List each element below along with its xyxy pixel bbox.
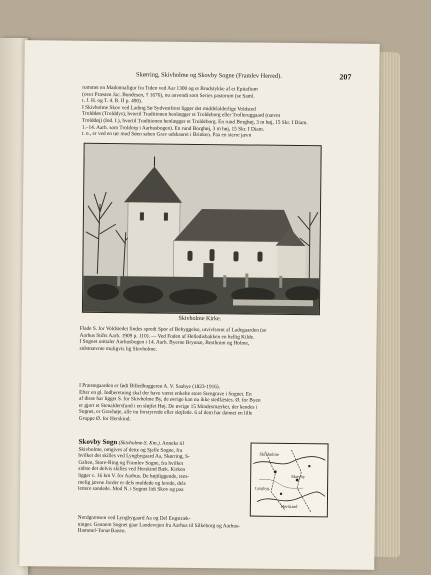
text-line: af disse har ligget S. for Skivholme By, de øvrige kan nu ikke stedfæstes. Ø. for Byen <box>78 395 261 404</box>
book-page <box>19 40 379 570</box>
text-line: Trolddøs (Trolddys), hvortil Traditionen henlægger et Troldeborg eller Trolleruggaard (nævnt <box>81 111 281 120</box>
skovby-sogn-section <box>78 439 249 495</box>
text-line: rummet en Madonnafigur fra Tiden ved Aar 1300 og et Brudstykke af et Epitafium <box>82 84 258 93</box>
map-label: Skovby <box>291 473 306 480</box>
running-header: Skørring, Skivholme og Skovby Sogne (Framlev Herred). <box>135 71 282 80</box>
text-line: I Skivholme Skov ved Lading Sø Sydvestfrest ligger det middelalderlige Voldsted <box>82 104 256 113</box>
bottom-paragraph <box>78 515 314 537</box>
map-label: Herskind <box>280 503 298 510</box>
text-line: lettere sandede. Mod N. i Sognet lidt Skov og paa <box>78 485 184 493</box>
text-line: Efter en gl. Indberetning skal der have været enkelte store Stengrave i Sognet. En <box>79 389 252 398</box>
text-line: I Sognet omtaler Aarhusbogen i 14. Aarh. Byerne Brynnæ, Besthoim og Holme, <box>79 338 250 347</box>
church-illustration <box>83 144 321 314</box>
section-subheading: (Skivholme-S. Km.). <box>118 440 161 447</box>
parish-map <box>250 443 329 518</box>
map-label: Lyngbyg. <box>255 485 271 491</box>
text-line: ligger c. 16 km V. for Aarhus. De højtliggende, tem- <box>78 472 189 480</box>
section-heading-rest: Anneks til <box>161 440 184 447</box>
section-heading: Skovby Sogn <box>78 437 118 447</box>
text-line: Hammel-Torsø Banen. <box>77 527 126 535</box>
text-line: sidste det delvis skilles ved Herskind Bæk. Kirken <box>78 466 186 474</box>
text-line: ninger. Gennem Sognet gaar Landevejen fra Aarhus til Silkeborg og Aarhus- <box>77 521 240 530</box>
church-photo <box>82 143 322 315</box>
page-number: 207 <box>339 72 352 82</box>
text-line: Galten, Store-Ring og Framlev Sogne, fra hvilket <box>78 459 184 467</box>
text-line: t. o., er ved en tør mod Søen saben Grav udskaaret i Brinken. Paa en sterre jævn <box>81 130 252 139</box>
parish-map-drawing <box>251 444 328 517</box>
text-line: 1.–14. Aarh. som Troldorp i Aarhusbogen). En rund Borghøj, 3 m høj, 15 Skr. I Diam. <box>81 124 265 133</box>
text-line: er gjort et Stenaldersfund i en sløjfet Høj. De øvrige 15 Mindesmærker, der kendes i <box>78 402 258 411</box>
text-line: Sognet, er Gravhøje, alle nu forstyrrede eller sløjfede. 6 af dem har dannet en lille <box>78 409 253 417</box>
text-line: I Præstegaarden er født Billedhuggeren A. V. Saabye (1823-1916). <box>79 382 221 391</box>
text-line: Trolddøj) (Ind. I.), hvortil Traditionen henlægger et Troldeborg. En rund Borghøj, 3 m høj, 15 Skr. I Diam. <box>81 117 308 127</box>
text-line: Flade S. for Voldstedet findes spredt Spor af Bebyggelse, utvivlsomt af Ladegaarden (se <box>79 325 267 334</box>
photo-caption: Skivholme Kirke. <box>178 315 222 323</box>
text-line: Nordgrænsen ved Lyngbygaard Aa og Del Engstræk- <box>77 514 191 522</box>
text-line: t. J. H. og T. 4. R. II p. 490). <box>82 97 143 105</box>
text-line: hvilket det skilles ved Lyngbygaard Aa, Skørring, S- <box>78 452 190 461</box>
text-line: melig jævne Jorder er dels muldede og lerede, dels <box>78 479 186 487</box>
map-label: Skivholme <box>259 451 279 457</box>
middle-paragraph <box>79 326 315 355</box>
text-line: sidstnævnte muligvis lig Skivholme. <box>79 345 157 353</box>
text-line: Aarhus Stifts Aarb. 1909 p. 110). — Ved Foden af Helledisbakken en hellig Kilde. <box>79 332 255 341</box>
text-line: Gruppe Ø. for Herskind. <box>78 415 131 423</box>
top-paragraph <box>82 85 319 140</box>
text-line: Skivholme, omgives af dette og Sjelle Sogne, fra <box>78 446 183 454</box>
text-line: (over Præsten Jac. Bondesen, † 1676), nu anvendt som Series pastorum (se Saml. <box>82 91 255 100</box>
lower-paragraph <box>79 383 315 425</box>
